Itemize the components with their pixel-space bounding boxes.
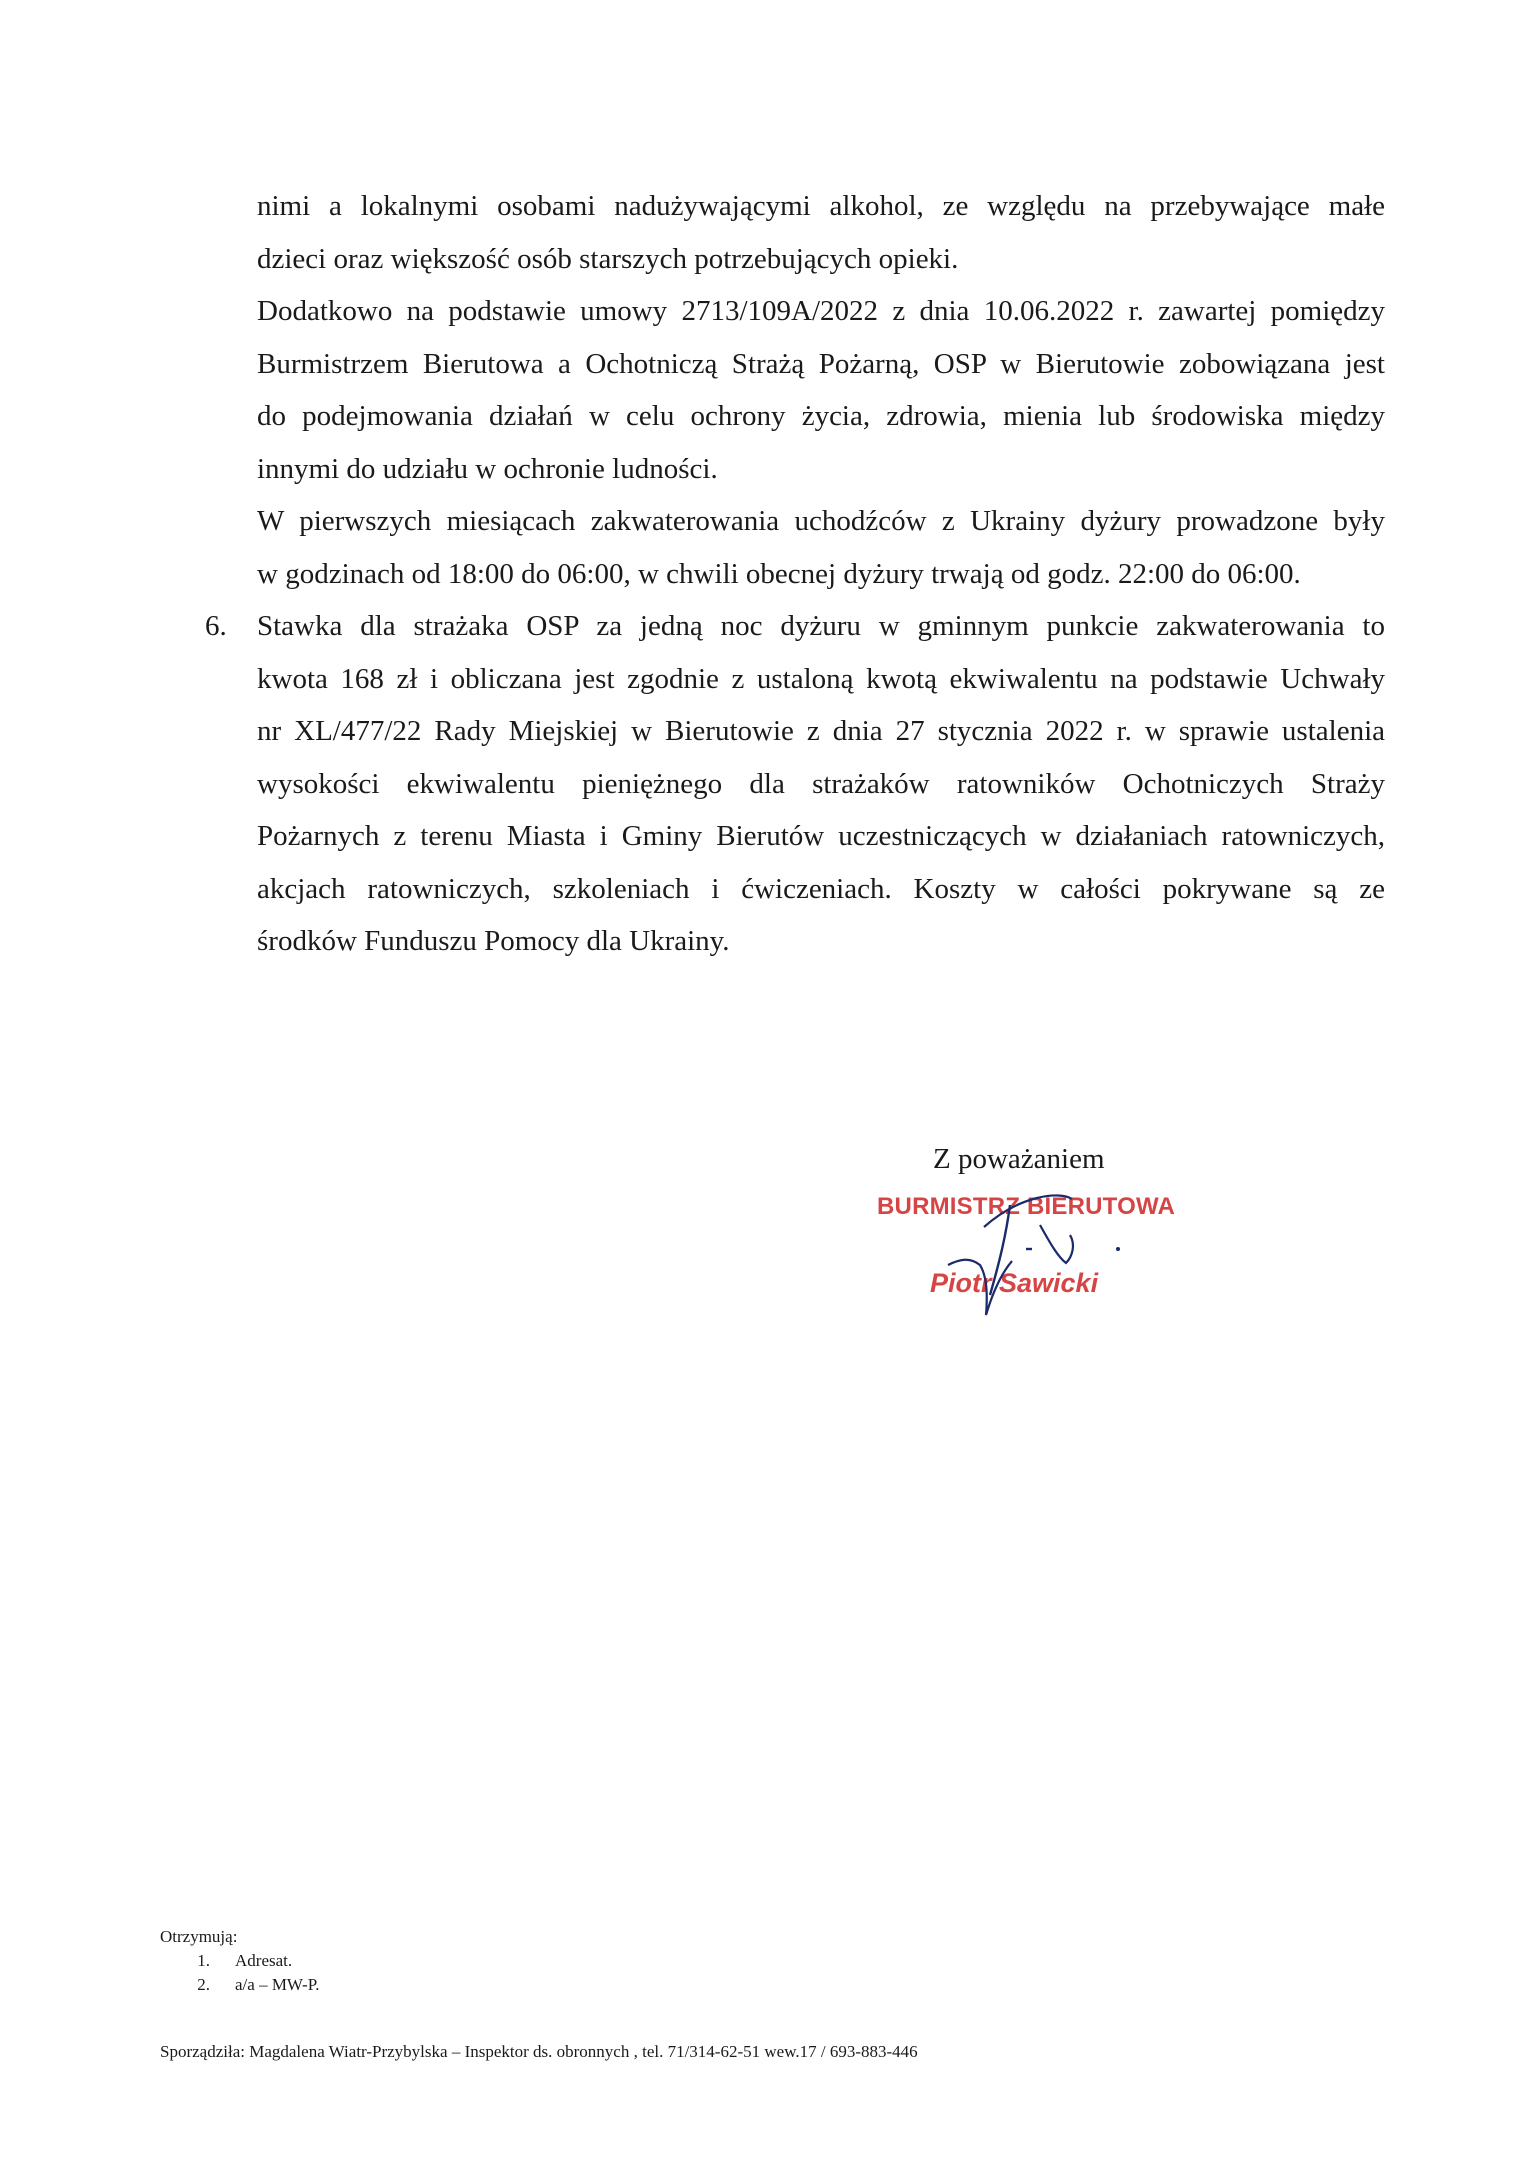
body-line: W pierwszych miesiącach zakwaterowania uchodźców z Ukrainy dyżury prowadzone były xyxy=(257,505,1385,537)
list-item-number: 6. xyxy=(205,610,227,642)
closing-salutation: Z poważaniem xyxy=(933,1143,1105,1175)
list-item-number: 2. xyxy=(197,1975,210,1994)
body-line: do podejmowania działań w celu ochrony życia, zdrowia, mienia lub środowiska między xyxy=(257,400,1385,432)
body-line: nimi a lokalnymi osobami nadużywającymi alkohol, ze względu na przebywające małe xyxy=(257,190,1385,222)
body-line: dzieci oraz większość osób starszych potrzebujących opieki. xyxy=(257,242,959,275)
body-line: wysokości ekwiwalentu pieniężnego dla strażaków ratowników Ochotniczych Straży xyxy=(257,767,1385,800)
recipients-heading: Otrzymują: xyxy=(160,1927,238,1946)
stamp-title: BURMISTRZ BIERUTOWA xyxy=(877,1193,1176,1220)
body-line: Stawka dla strażaka OSP za jedną noc dyżuru w gminnym punkcie zakwaterowania to xyxy=(257,610,1385,642)
list-item xyxy=(160,1973,320,1997)
list-item-6 xyxy=(205,600,1385,653)
body-line: w godzinach od 18:00 do 06:00, w chwili obecnej dyżury trwają od godz. 22:00 do 06:00. xyxy=(257,557,1301,590)
list-item-text: a/a – MW-P. xyxy=(235,1975,320,1994)
body-line: Burmistrzem Bierutowa a Ochotniczą Strażą Pożarną, OSP w Bierutowie zobowiązana jest xyxy=(257,347,1385,380)
body-line: Dodatkowo na podstawie umowy 2713/109A/2022 z dnia 10.06.2022 r. zawartej pomiędzy xyxy=(257,295,1385,327)
body-line: środków Funduszu Pomocy dla Ukrainy. xyxy=(257,925,730,957)
stamp-name: Piotr Sawicki xyxy=(930,1268,1099,1298)
body-line: akcjach ratowniczych, szkoleniach i ćwiczeniach. Koszty w całości pokrywane są ze xyxy=(257,872,1385,905)
list-item-text: Adresat. xyxy=(235,1951,293,1970)
list-item xyxy=(160,1949,320,1973)
body-line: nr XL/477/22 Rady Miejskiej w Bierutowie z dnia 27 stycznia 2022 r. w sprawie ustalenia xyxy=(257,715,1385,747)
letter-body xyxy=(205,180,1385,968)
list-item-number: 1. xyxy=(197,1951,210,1970)
handwritten-signature xyxy=(940,1165,1140,1325)
body-line: kwota 168 zł i obliczana jest zgodnie z ustaloną kwotą ekwiwalentu na podstawie Uchwały xyxy=(257,662,1385,695)
body-line: Pożarnych z terenu Miasta i Gminy Bierutów uczestniczących w działaniach ratowniczych, xyxy=(257,820,1385,852)
body-line: innymi do udziału w ochronie ludności. xyxy=(257,452,718,485)
prepared-by-footer: Sporządziła: Magdalena Wiatr-Przybylska – Inspektor ds. obronnych , tel. 71/314-62-51 wew.17 / 693-883-446 xyxy=(160,2042,918,2061)
recipients-list xyxy=(160,1925,320,1997)
